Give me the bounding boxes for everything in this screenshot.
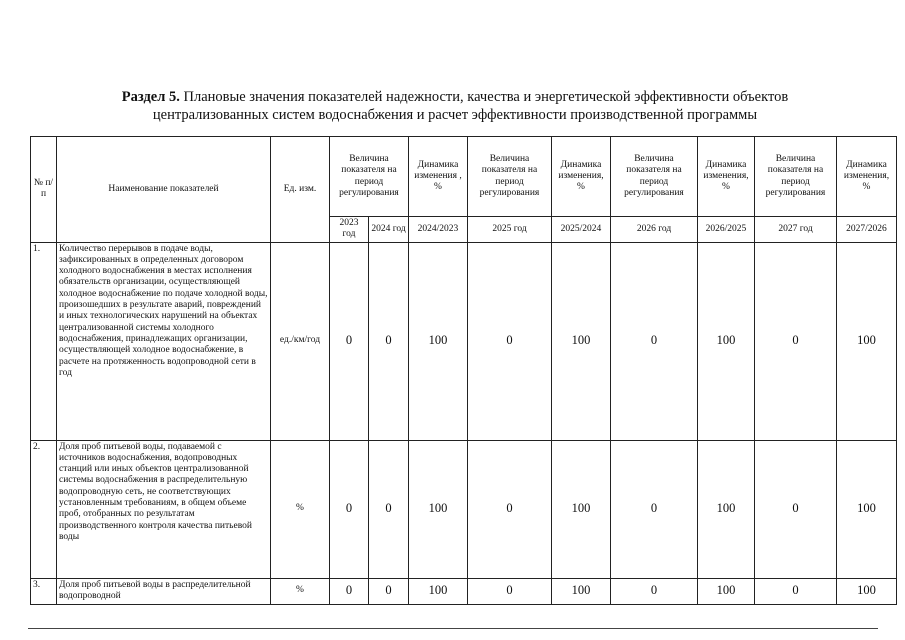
header-ratio-2025: 2025/2024 [552,217,611,243]
row-dynamics-2027: 100 [837,578,897,604]
header-year-2025: 2025 год [468,217,552,243]
row-dynamics-2025: 100 [552,242,611,440]
header-ratio-2026: 2026/2025 [698,217,755,243]
header-value-2025: Величина показателя на период регулирования [468,137,552,217]
page-bottom-divider [28,628,878,629]
section-title-line2: централизованных систем водоснабжения и расчет эффективности производственной программы [152,107,758,123]
table-row [31,578,897,604]
row-value-2024: 0 [369,578,409,604]
header-ratio-2024: 2024/2023 [409,217,468,243]
row-value-2027: 0 [755,242,837,440]
row-unit: % [271,578,330,604]
row-value-2027: 0 [755,440,837,578]
row-value-2026: 0 [611,440,698,578]
row-value-2023: 0 [330,578,369,604]
header-dynamics-2025: Динамика изменения, % [552,137,611,217]
header-dynamics-2026: Динамика изменения, % [698,137,755,217]
row-value-2023: 0 [330,440,369,578]
row-unit: ед./км/год [271,242,330,440]
header-unit: Ед. изм. [271,137,330,243]
indicators-table [30,136,897,605]
header-year-2024: 2024 год [369,217,409,243]
row-dynamics-2024: 100 [409,242,468,440]
row-dynamics-2025: 100 [552,440,611,578]
row-value-2025: 0 [468,242,552,440]
row-value-2026: 0 [611,578,698,604]
row-dynamics-2026: 100 [698,440,755,578]
header-dynamics-2024: Динамика изменения , % [409,137,468,217]
row-dynamics-2026: 100 [698,242,755,440]
section-title-bold: Раздел 5. [121,89,180,105]
row-num: 3. [31,578,57,604]
row-name: Доля проб питьевой воды в распределительной водопроводной [57,578,271,604]
header-year-2027: 2027 год [755,217,837,243]
row-dynamics-2027: 100 [837,440,897,578]
row-dynamics-2027: 100 [837,242,897,440]
row-value-2023: 0 [330,242,369,440]
header-dynamics-2027: Динамика изменения, % [837,137,897,217]
header-value-2027: Величина показателя на период регулирования [755,137,837,217]
row-value-2025: 0 [468,440,552,578]
header-ratio-2027: 2027/2026 [837,217,897,243]
header-value-2026: Величина показателя на период регулирования [611,137,698,217]
header-value-2023-2024: Величина показателя на период регулирования [330,137,409,217]
row-value-2024: 0 [369,242,409,440]
header-num: № п/п [31,137,57,243]
header-year-2026: 2026 год [611,217,698,243]
table-header-row [31,137,897,217]
row-name: Количество перерывов в подаче воды, зафиксированных в определенных договором холодного водоснабжения в местах исполнения обязательств организации, осуществляющей холодное водоснабжение по подаче холодной воды, произошедших в результате аварий, повреждений и иных технологических нарушений на объектах централизованной системы холодного водоснабжения, принадлежащих организации, осуществляющей холодное водоснабжение, в расчете на протяженность водопроводной сети в год [57,242,271,440]
table-row [31,440,897,578]
section-title-line1: Плановые значения показателей надежности, качества и энергетической эффективности объектов [183,89,789,105]
table-row [31,242,897,440]
row-dynamics-2026: 100 [698,578,755,604]
row-num: 1. [31,242,57,440]
row-value-2027: 0 [755,578,837,604]
row-num: 2. [31,440,57,578]
row-value-2025: 0 [468,578,552,604]
section-title [60,88,850,124]
row-dynamics-2024: 100 [409,440,468,578]
row-unit: % [271,440,330,578]
row-dynamics-2024: 100 [409,578,468,604]
row-dynamics-2025: 100 [552,578,611,604]
header-year-2023: 2023 год [330,217,369,243]
row-value-2024: 0 [369,440,409,578]
header-name: Наименование показателей [57,137,271,243]
row-name: Доля проб питьевой воды, подаваемой с источников водоснабжения, водопроводных станций или иных объектов централизованной системы водоснабжения в распределительную водопроводную сеть, не соответствующих установленным требованиям, в общем объеме проб, отобранных по результатам производственного контроля качества питьевой воды [57,440,271,578]
row-value-2026: 0 [611,242,698,440]
